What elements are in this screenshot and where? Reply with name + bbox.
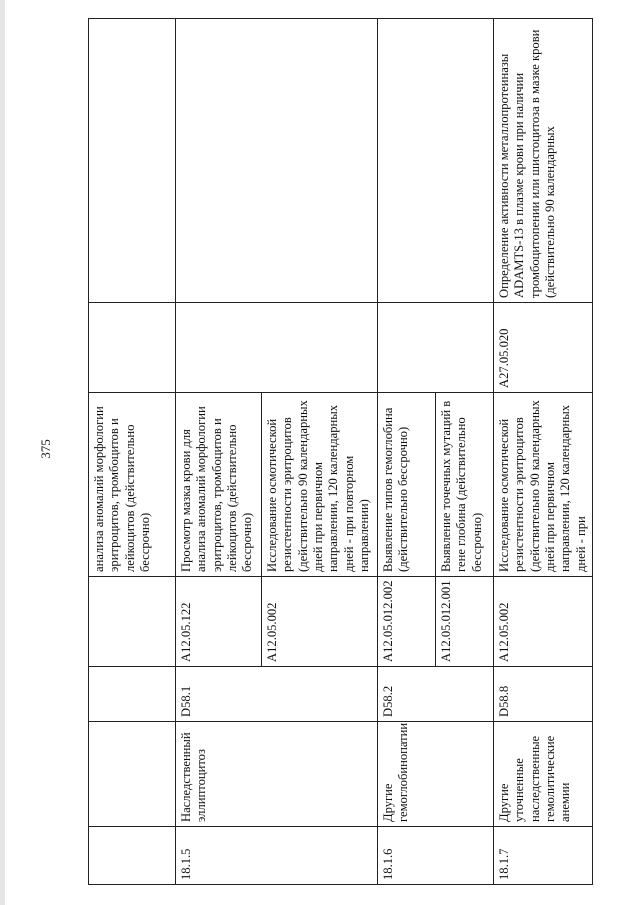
table-row [89,19,176,885]
disease-name: Наследственный эллиптоцитоз [176,722,378,827]
service-code: А12.05.122 [176,577,262,667]
test-name [89,19,176,303]
service-code: А12.05.012.001 [436,577,494,667]
test-code: А27.05.020 [494,303,593,393]
disease-name: Другие гемоглобинопатии [378,722,494,827]
test-name [378,19,494,303]
icd-code: D58.1 [176,667,378,722]
row-number: 18.1.5 [176,827,378,885]
test-name [176,19,378,303]
service-name: Исследование осмотической резистентности эритроцитов (действительно 90 календарных дней при первичном направлении, 120 календарных дней - при повторном направлении) [262,393,378,577]
table-row [494,19,593,885]
table-row [176,19,262,885]
test-name: Определение активности металлопротеиназы ADAMTS-13 в плазме крови при наличии тромбоцитопении или шистоцитоза в мазке крови (действительно 90 календарных [494,19,593,303]
row-number [89,827,176,885]
service-name: Просмотр мазка крови для анализа аномалий морфологии эритроцитов, тромбоцитов и лейкоцитов (действительно бессрочно) [176,393,262,577]
service-name: Выявление типов гемоглобина (действительно бессрочно) [378,393,436,577]
service-name: Исследование осмотической резистентности эритроцитов (действительно 90 календарных дней при первичном направлении, 120 календарных дней - при [494,393,593,577]
icd-code: D58.2 [378,667,494,722]
scan-edge [0,0,5,905]
row-number: 18.1.6 [378,827,494,885]
page-number: 375 [38,439,53,459]
service-code [89,577,176,667]
row-number: 18.1.7 [494,827,593,885]
table-row [378,19,436,885]
icd-code [89,667,176,722]
medical-services-table [88,18,593,885]
service-name: анализа аномалий морфологии эритроцитов, тромбоцитов и лейкоцитов (действительно бессрочно) [89,393,176,577]
icd-code: D58.8 [494,667,593,722]
service-code: А12.05.012.002 [378,577,436,667]
test-code [176,303,378,393]
service-name: Выявление точечных мутаций в гене глобина (действительно бессрочно) [436,393,494,577]
disease-name [89,722,176,827]
rotated-table-wrapper [88,19,588,885]
test-code [378,303,494,393]
service-code: А12.05.002 [262,577,378,667]
disease-name: Другие уточненные наследственные гемолитические анемии [494,722,593,827]
test-code [89,303,176,393]
service-code: А12.05.002 [494,577,593,667]
